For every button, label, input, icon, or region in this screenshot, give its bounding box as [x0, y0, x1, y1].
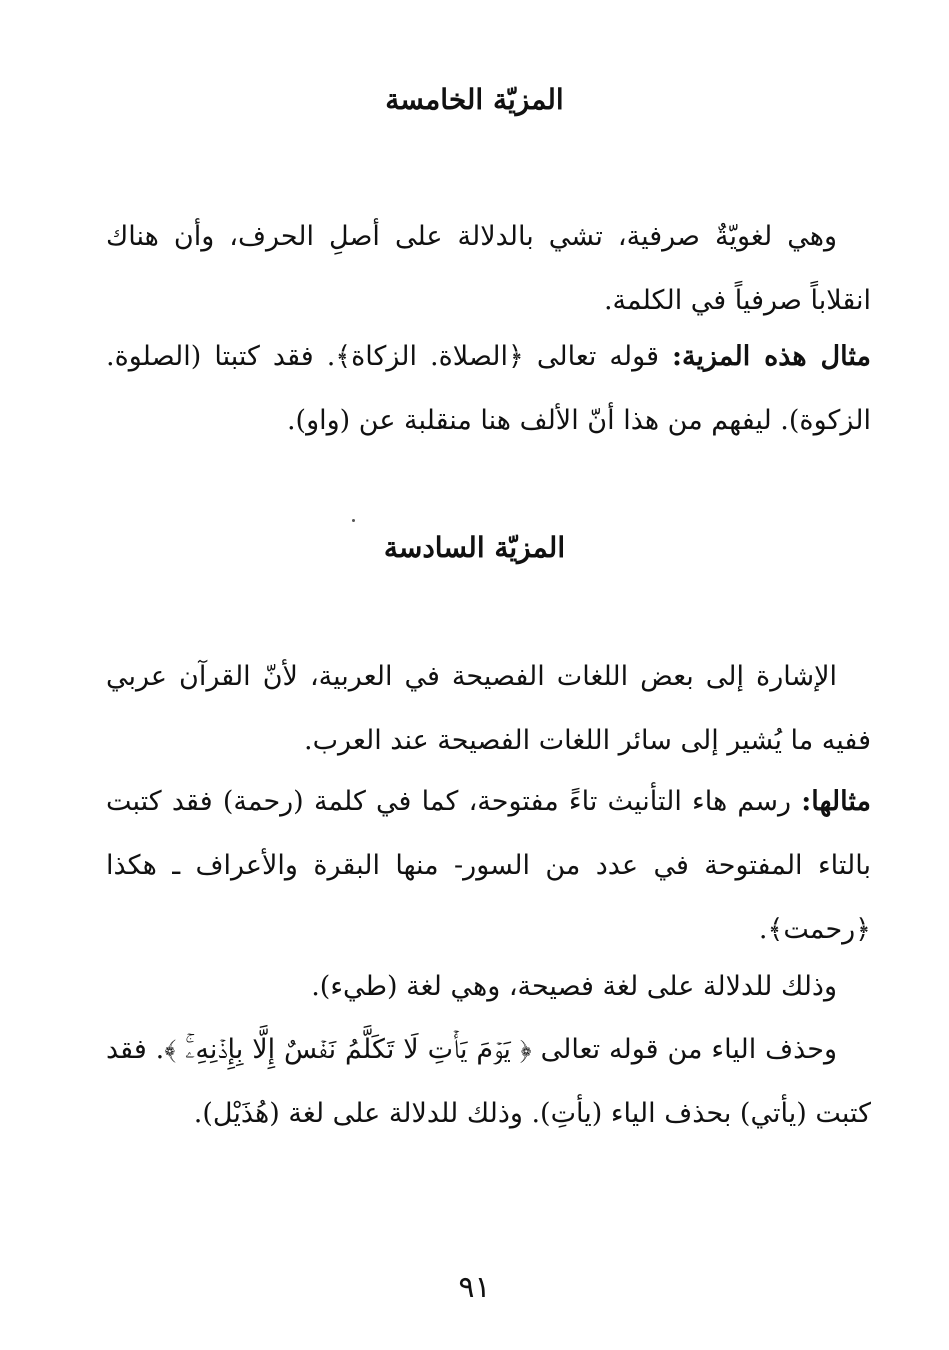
sixth-feature-ya-deletion-text: وحذف الياء من قوله تعالى ﴿ يَوۡمَ يَأۡتِ لَا تَكَلَّمُ نَفۡسٌ إِلَّا بِإِذۡنِهِۦۚ ﴾. فقد كتبت (يأتي) بحذف الياء (يأتِ). وذلك للدلالة على لغة (هُذَيْل). — [106, 1034, 871, 1129]
fifth-feature-body-text: وهي لغويّةٌ صرفية، تشي بالدلالة على أصلِ الحرف، وأن هناك انقلاباً صرفياً في الكلمة. — [106, 221, 871, 316]
sixth-feature-body-text: الإشارة إلى بعض اللغات الفصيحة في العربية، لأنّ القرآن عربي ففيه ما يُشير إلى سائر اللغات الفصيحة عند العرب. — [106, 661, 871, 756]
page-number: ٩١ — [458, 1270, 491, 1305]
scan-speck — [352, 519, 355, 522]
sixth-feature-dialect-note-text: وذلك للدلالة على لغة فصيحة، وهي لغة (طيء). — [311, 971, 837, 1002]
fifth-feature-example — [106, 325, 871, 453]
section-title-fifth-feature: المزيّة الخامسة — [385, 83, 564, 116]
sixth-feature-ya-deletion — [106, 1018, 871, 1146]
sixth-feature-dialect-note — [106, 955, 871, 1019]
sixth-feature-example — [106, 770, 871, 962]
sixth-feature-example-text: رسم هاء التأنيث تاءً مفتوحة، كما في كلمة (رحمة) فقد كتبت بالتاء المفتوحة في عدد من السور- منها البقرة والأعراف ـ هكذا ﴿رحمت﴾. — [106, 786, 871, 945]
sixth-feature-example-lead: مثالها: — [801, 786, 871, 817]
sixth-feature-body — [106, 645, 871, 773]
fifth-feature-body — [106, 205, 871, 333]
section-title-sixth-feature: المزيّة السادسة — [383, 531, 566, 564]
fifth-feature-example-lead: مثال هذه المزية: — [672, 341, 871, 372]
fifth-feature-example-text: قوله تعالى ﴿الصلاة. الزكاة﴾. فقد كتبتا (الصلوة. الزكوة). ليفهم من هذا أنّ الألف هنا منقلبة عن (واو). — [106, 341, 871, 436]
